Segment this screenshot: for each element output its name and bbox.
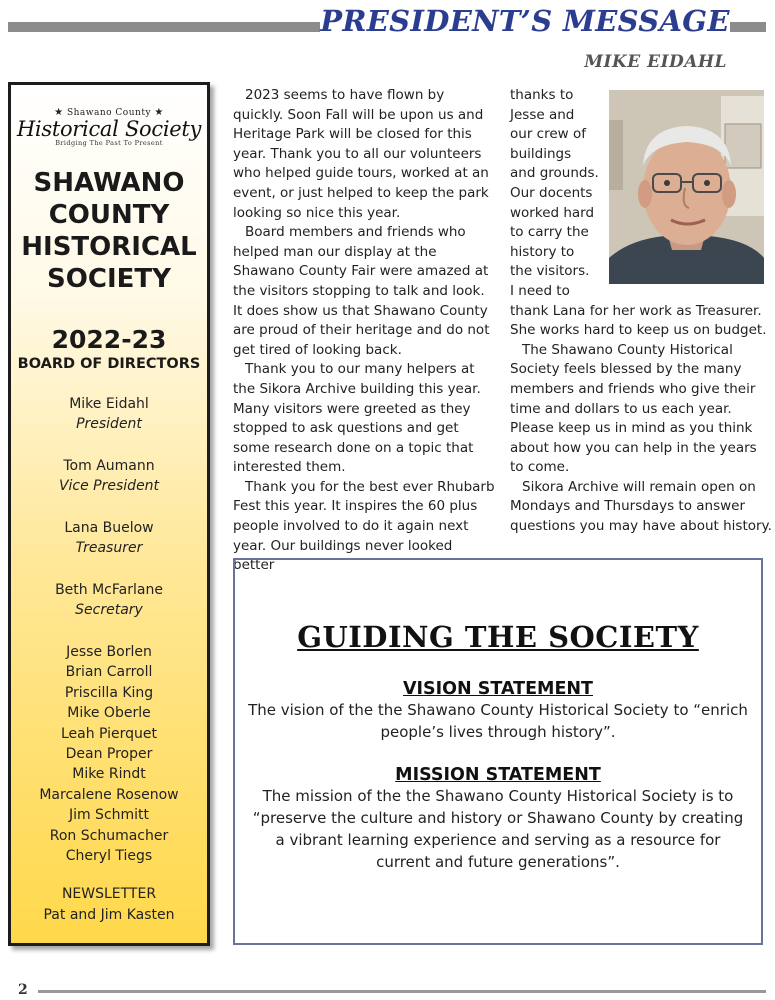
officer-treasurer [11, 518, 207, 558]
director-name: Ron Schumacher [49, 827, 169, 844]
vision-text: The vision of the the Shawano County Historical Society to “enrich people’s lives through history”. [248, 701, 748, 741]
vision-title: VISION STATEMENT [403, 679, 593, 699]
newsletter-label: NEWSLETTER [61, 886, 157, 903]
article-paragraph: Sikora Archive will remain open on Mondays and Thursdays to answer questions you may have about history. [510, 478, 772, 535]
newsletter-credit [11, 884, 207, 926]
article-continued [510, 302, 772, 537]
page-title: PRESIDENT’S MESSAGE [320, 4, 730, 38]
author-name: MIKE EIDAHL [584, 52, 727, 72]
society-logo [11, 107, 207, 147]
director-name: Brian Carroll [65, 664, 153, 681]
officer-role: President [76, 416, 142, 432]
director-name: Dean Proper [65, 746, 153, 763]
director-name: Jim Schmitt [68, 807, 150, 824]
officer-vice-president [11, 456, 207, 496]
officer-name: Lana Buelow [64, 520, 154, 536]
guiding-title: GUIDING THE SOCIETY [297, 620, 699, 654]
mission-title: MISSION STATEMENT [395, 765, 601, 785]
officer-role: Secretary [75, 602, 143, 618]
director-name: Leah Pierquet [60, 725, 158, 742]
board-years: 2022-23 [51, 325, 167, 354]
director-name: Cheryl Tiegs [65, 848, 153, 865]
mission-text: The mission of the the Shawano County Historical Society is to “preserve the culture and history or Shawano County by creating a vibrant learning experience and serving as a resource for current and future generations”. [252, 787, 744, 871]
director-name: Jesse Borlen [66, 644, 152, 660]
guiding-society-box [233, 558, 763, 945]
sidebar-board-panel [8, 82, 210, 946]
director-name: Marcalene Rosenow [39, 786, 179, 803]
article-intro-lines: thanks to Jesse and our crew of buildings and grounds. Our docents worked hard to carry the history to the visitors. I need to [510, 87, 599, 299]
article-column-1 [233, 86, 495, 576]
footer-rule [38, 990, 766, 993]
officer-name: Tom Aumann [63, 458, 155, 474]
logo-tagline: Bridging The Past To Present [55, 139, 163, 147]
officer-president [11, 394, 207, 434]
header-rule-right [730, 22, 766, 32]
director-name: Mike Oberle [67, 705, 151, 722]
article-paragraph: The Shawano County Historical Society feels blessed by the many members and friends who give their time and dollars to us each year. Please keep us in mind as you think about how you can help in the years to come. [510, 341, 757, 476]
article-paragraph: Thank you for the best ever Rhubarb Fest this year. It inspires the 60 plus people involved to do it again next year. Our buildings never looked better [233, 478, 495, 574]
logo-script-text: Historical Society [16, 117, 202, 141]
directors-list [11, 642, 207, 866]
newsletter-names: Pat and Jim Kasten [43, 907, 175, 924]
article-paragraph: Board members and friends who helped man our display at the Shawano County Fair were amazed at the visitors stopping to talk and look. It does show us that Shawano County are proud of their heritage and do not get tired of looking back. [233, 224, 490, 358]
portrait-illustration [609, 90, 764, 284]
board-title: BOARD OF DIRECTORS [17, 356, 201, 372]
logo-top-text: Shawano County [66, 108, 152, 118]
article-paragraph: 2023 seems to have flown by quickly. Soon Fall will be upon us and Heritage Park will be closed for this year. Thank you to all our volunteers who helped guide tours, worked at an event, or just helped to keep the park looking so nice this year. [233, 87, 489, 221]
director-name: Mike Rindt [72, 766, 146, 783]
header-rule-left [8, 22, 320, 32]
officer-name: Mike Eidahl [69, 396, 149, 412]
officer-secretary [11, 580, 207, 620]
officer-role: Vice President [58, 478, 160, 494]
director-name: Priscilla King [64, 684, 154, 701]
article-paragraph: thank Lana for her work as Treasurer. She works hard to keep us on budget. [510, 302, 767, 339]
star-icon: ★ [54, 107, 64, 118]
president-photo [609, 90, 764, 284]
star-icon: ★ [154, 107, 164, 118]
article-paragraph: Thank you to our many helpers at the Sikora Archive building this year. Many visitors were greeted as they stopped to ask questions and get some research done on a topic that interested them. [233, 361, 481, 476]
page-number: 2 [18, 982, 28, 998]
officer-name: Beth McFarlane [55, 582, 163, 598]
organization-name: SHAWANO COUNTY HISTORICAL SOCIETY [21, 168, 197, 294]
officer-role: Treasurer [75, 540, 143, 556]
